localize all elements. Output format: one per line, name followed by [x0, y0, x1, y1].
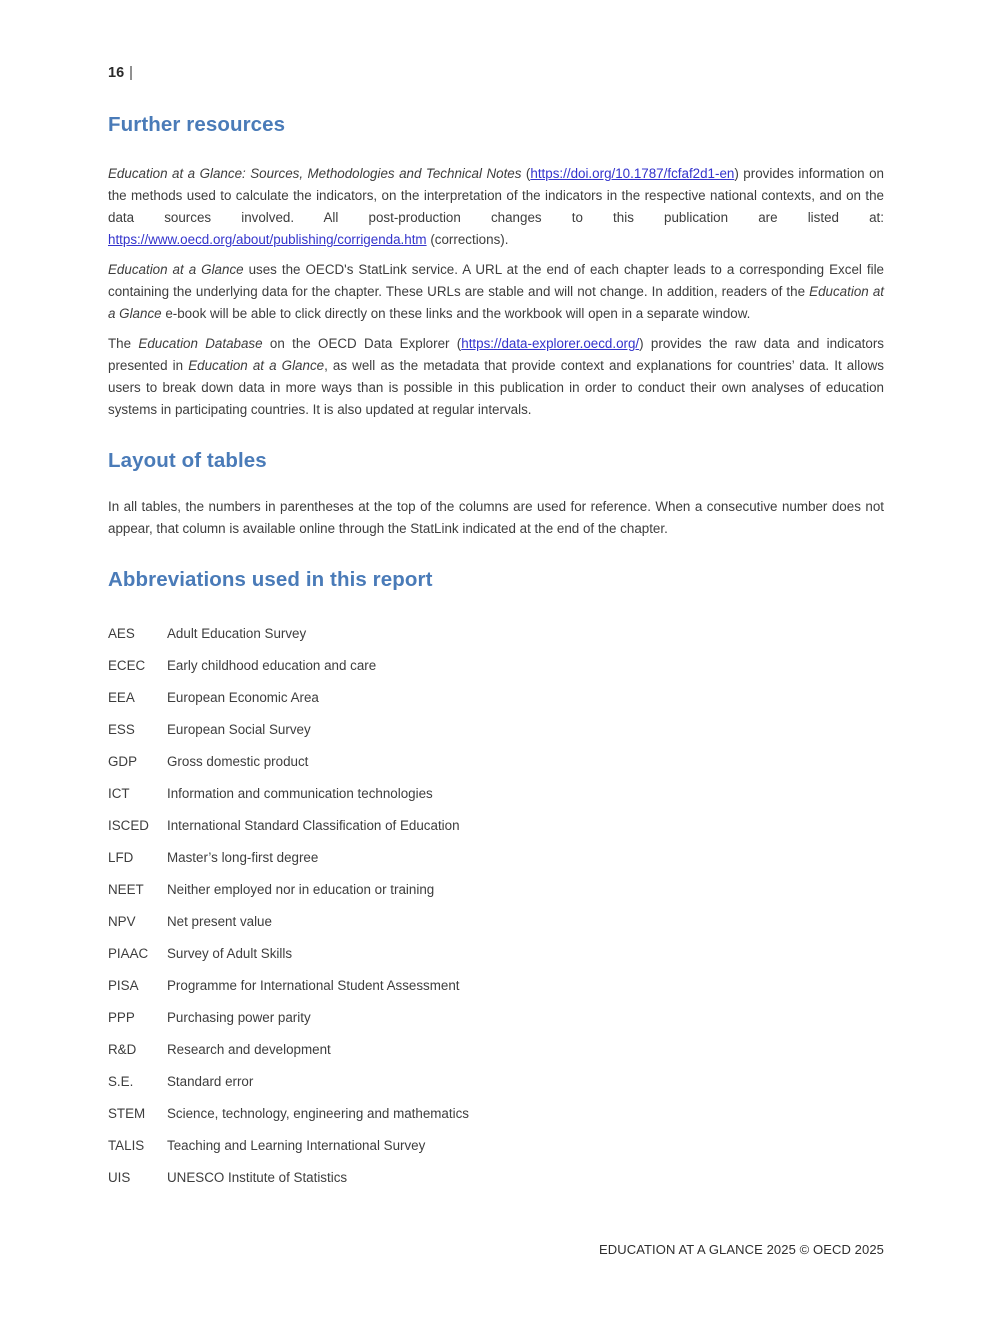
italic-text: Education at a Glance: [108, 262, 244, 277]
abbreviation-row: [108, 975, 884, 997]
abbreviation-code: TALIS: [108, 1138, 145, 1153]
abbreviation-code: LFD: [108, 850, 134, 865]
body-text: ) provides information on the methods used to calculate the indicators, on the interpretation of the indicators in the respective national contexts, and on the data sources involved. All post-production changes to this publication are listed at:: [108, 166, 884, 225]
paragraph-further-resources-1: [108, 163, 884, 251]
paragraph-further-resources-3: [108, 333, 884, 421]
abbreviation-list: [108, 623, 884, 1189]
abbreviation-code: PISA: [108, 978, 139, 993]
italic-text: Education at a Glance: [108, 284, 884, 321]
abbreviation-definition: European Social Survey: [167, 722, 311, 737]
abbreviation-code: GDP: [108, 754, 138, 769]
body-text: In all tables, the numbers in parentheses at the top of the columns are used for reference. When a consecutive number does not appear, that column is available online through the StatLink indicated at the end of the chapter.: [108, 499, 884, 536]
abbreviation-definition: Research and development: [167, 1042, 331, 1057]
body-text: The: [108, 336, 139, 351]
abbreviation-code: PPP: [108, 1010, 135, 1025]
abbreviation-definition: Programme for International Student Assessment: [167, 978, 460, 993]
abbreviation-code: ISCED: [108, 818, 149, 833]
abbreviation-definition: Information and communication technologies: [167, 786, 433, 801]
body-text: on the OECD Data Explorer (: [262, 336, 462, 351]
abbreviation-code: ESS: [108, 722, 135, 737]
abbreviation-row: [108, 815, 884, 837]
abbreviation-row: [108, 1135, 884, 1157]
hyperlink[interactable]: https://doi.org/10.1787/fcfaf2d1-en: [530, 166, 735, 181]
abbreviation-definition: Early childhood education and care: [167, 658, 377, 673]
body-text: e-book will be able to click directly on these links and the workbook will open in a separate window.: [161, 306, 751, 321]
hyperlink[interactable]: https://data-explorer.oecd.org/: [461, 336, 640, 351]
abbreviation-code: ICT: [108, 786, 130, 801]
abbreviation-definition: Neither employed nor in education or training: [167, 882, 435, 897]
abbreviation-row: [108, 751, 884, 773]
page-footer: EDUCATION AT A GLANCE 2025 © OECD 2025: [598, 1242, 884, 1257]
abbreviation-row: [108, 655, 884, 677]
abbreviation-code: NPV: [108, 914, 136, 929]
abbreviation-definition: Purchasing power parity: [167, 1010, 311, 1025]
abbreviation-row: [108, 1103, 884, 1125]
body-text: , as well as the metadata that provide context and explanations for countries’ data. It allows users to break down data in more ways than is possible in this publication in order to conduct their own analyses of education systems in participating countries. It is also updated at regular intervals.: [108, 358, 885, 417]
abbreviation-row: [108, 719, 884, 741]
hyperlink[interactable]: https://www.oecd.org/about/publishing/corrigenda.htm: [108, 232, 427, 247]
abbreviation-code: R&D: [108, 1042, 137, 1057]
abbreviation-definition: UNESCO Institute of Statistics: [167, 1170, 348, 1185]
abbreviation-code: STEM: [108, 1106, 146, 1121]
abbreviation-definition: Net present value: [167, 914, 272, 929]
abbreviation-code: S.E.: [108, 1074, 134, 1089]
abbreviation-row: [108, 1007, 884, 1029]
heading-abbreviations: Abbreviations used in this report: [108, 568, 433, 591]
abbreviation-row: [108, 783, 884, 805]
page-header: [108, 65, 884, 82]
abbreviation-definition: Survey of Adult Skills: [167, 946, 293, 961]
abbreviation-definition: European Economic Area: [167, 690, 319, 705]
abbreviation-code: UIS: [108, 1170, 131, 1185]
abbreviation-row: [108, 623, 884, 645]
abbreviation-code: PIAAC: [108, 946, 149, 961]
abbreviation-code: EEA: [108, 690, 135, 705]
page-number-separator: |: [129, 65, 133, 81]
abbreviation-code: ECEC: [108, 658, 146, 673]
abbreviation-code: AES: [108, 626, 135, 641]
abbreviation-definition: Science, technology, engineering and mathematics: [167, 1106, 469, 1121]
abbreviation-code: NEET: [108, 882, 144, 897]
italic-text: Education Database: [138, 336, 263, 351]
abbreviation-row: [108, 1039, 884, 1061]
abbreviation-definition: International Standard Classification of Education: [167, 818, 460, 833]
abbreviation-row: [108, 847, 884, 869]
abbreviation-definition: Standard error: [167, 1074, 254, 1089]
italic-text: Education at a Glance: [188, 358, 325, 373]
italic-text: Education at a Glance: Sources, Methodologies and Technical Notes: [108, 166, 522, 181]
body-text: (corrections).: [426, 232, 509, 247]
abbreviation-definition: Adult Education Survey: [167, 626, 307, 641]
paragraph-layout-of-tables: [108, 496, 884, 540]
abbreviation-row: [108, 943, 884, 965]
abbreviation-row: [108, 911, 884, 933]
abbreviation-definition: Gross domestic product: [167, 754, 309, 769]
abbreviation-row: [108, 879, 884, 901]
abbreviation-definition: Master’s long-first degree: [167, 850, 319, 865]
abbreviation-row: [108, 1071, 884, 1093]
abbreviation-definition: Teaching and Learning International Survey: [167, 1138, 426, 1153]
heading-further-resources: Further resources: [108, 113, 286, 136]
abbreviation-row: [108, 1167, 884, 1189]
paragraph-further-resources-2: [108, 259, 884, 325]
body-text: (: [521, 166, 531, 181]
body-text: uses the OECD's StatLink service. A URL at the end of each chapter leads to a corresponding Excel file containing the underlying data for the chapter. These URLs are stable and will not change. In addition, readers of the: [108, 262, 884, 299]
page-number: 16: [108, 65, 125, 81]
heading-layout-of-tables: Layout of tables: [108, 449, 267, 472]
body-text: ) provides the raw data and indicators presented in: [108, 336, 884, 373]
abbreviation-row: [108, 687, 884, 709]
